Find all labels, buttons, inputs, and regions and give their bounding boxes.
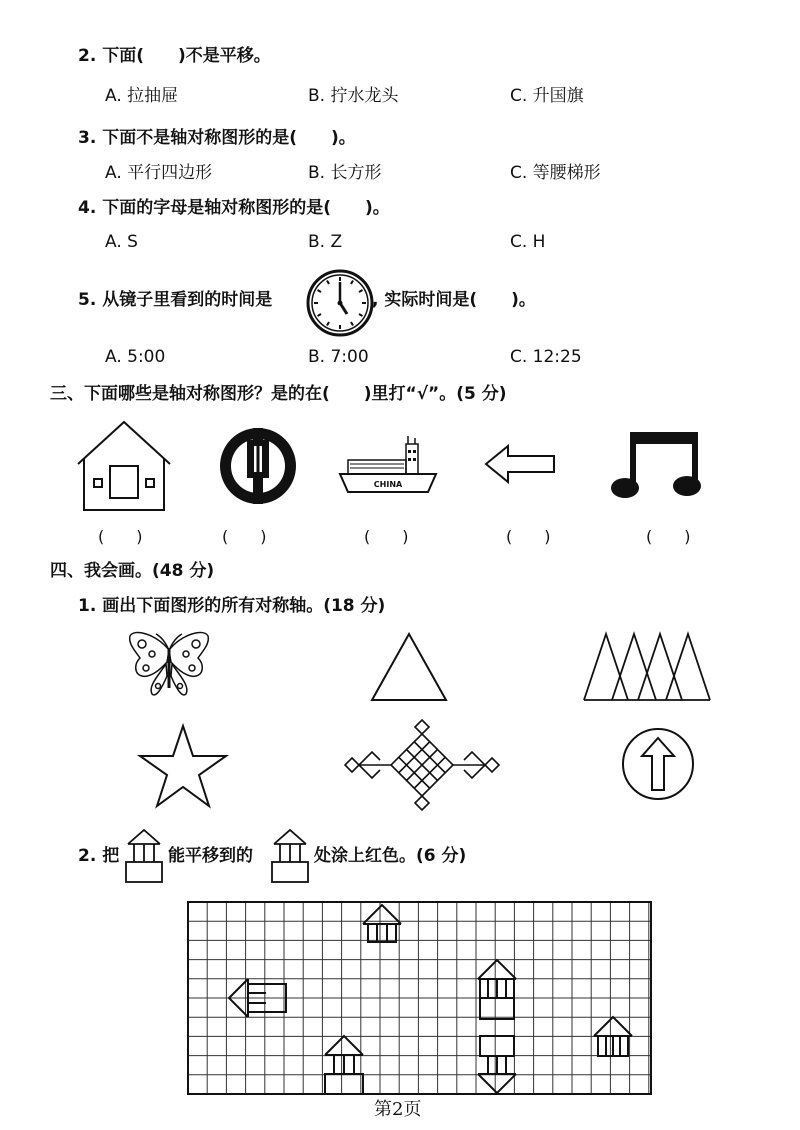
q3-option-b: B. 长方形: [308, 163, 382, 183]
q4-option-a: A. S: [105, 232, 138, 252]
up-arrow-circle-figure: [620, 726, 696, 802]
q5-stem-after: , 实际时间是( )。: [372, 290, 536, 310]
answer-paren-2[interactable]: ( ): [222, 527, 267, 546]
q3-option-a: A. 平行四边形: [105, 163, 213, 183]
translation-grid[interactable]: [188, 902, 651, 1094]
q2-stem: 2. 下面( )不是平移。: [78, 46, 271, 66]
chinese-knot-figure: [342, 718, 502, 812]
q4-option-c: C. H: [510, 232, 546, 252]
section4-q2-part1: 2. 把: [78, 846, 120, 866]
q3-option-c: C. 等腰梯形: [510, 163, 601, 183]
answer-paren-3[interactable]: ( ): [364, 527, 409, 546]
q5-option-c: C. 12:25: [510, 347, 582, 367]
butterfly-figure: [126, 628, 212, 704]
q2-option-a: A. 拉抽屉: [105, 86, 179, 106]
pavilion-icon: [122, 826, 166, 884]
answer-paren-1[interactable]: ( ): [98, 527, 143, 546]
pavilion-shape-3[interactable]: [478, 960, 516, 1019]
q4-stem: 4. 下面的字母是轴对称图形的是( )。: [78, 198, 390, 218]
four-triangles-figure: [582, 632, 712, 702]
bank-logo-figure: [218, 426, 298, 506]
grid-lines: [188, 902, 651, 1094]
q2-option-c: C. 升国旗: [510, 86, 584, 106]
section4-q2-part2: 能平移到的: [168, 846, 253, 866]
q2-option-b: B. 拧水龙头: [308, 86, 399, 106]
left-arrow-figure: [484, 444, 556, 484]
section4-q1: 1. 画出下面图形的所有对称轴。(18 分): [78, 596, 386, 616]
q4-option-b: B. Z: [308, 232, 343, 252]
answer-paren-4[interactable]: ( ): [506, 527, 551, 546]
q3-stem: 3. 下面不是轴对称图形的是( )。: [78, 128, 356, 148]
section4-title: 四、我会画。(48 分): [50, 561, 215, 581]
pavilion-shape-5[interactable]: [325, 1036, 363, 1094]
page-footer: 第2页: [374, 1099, 422, 1120]
q5-option-b: B. 7:00: [308, 347, 369, 367]
section4-q2-part3: 处涂上红色。(6 分): [314, 846, 467, 866]
ship-figure: [338, 434, 438, 498]
music-note-figure: [610, 430, 700, 500]
house-figure: [76, 420, 172, 512]
star-figure: [138, 724, 228, 808]
pavilion-shape-1[interactable]: [363, 905, 401, 942]
triangle-figure: [370, 632, 448, 702]
pavilion-icon-small: [268, 826, 312, 884]
ship-label: CHINA: [373, 480, 403, 489]
pavilion-shape-4-flipped[interactable]: [478, 1036, 516, 1093]
section3-title: 三、下面哪些是轴对称图形？是的在( )里打“√”。(5 分): [50, 384, 507, 404]
clock-icon: [305, 268, 375, 338]
q5-option-a: A. 5:00: [105, 347, 166, 367]
pavilion-shape-6[interactable]: [594, 1017, 632, 1056]
answer-paren-5[interactable]: ( ): [646, 527, 691, 546]
q5-stem-before: 5. 从镜子里看到的时间是: [78, 290, 273, 310]
